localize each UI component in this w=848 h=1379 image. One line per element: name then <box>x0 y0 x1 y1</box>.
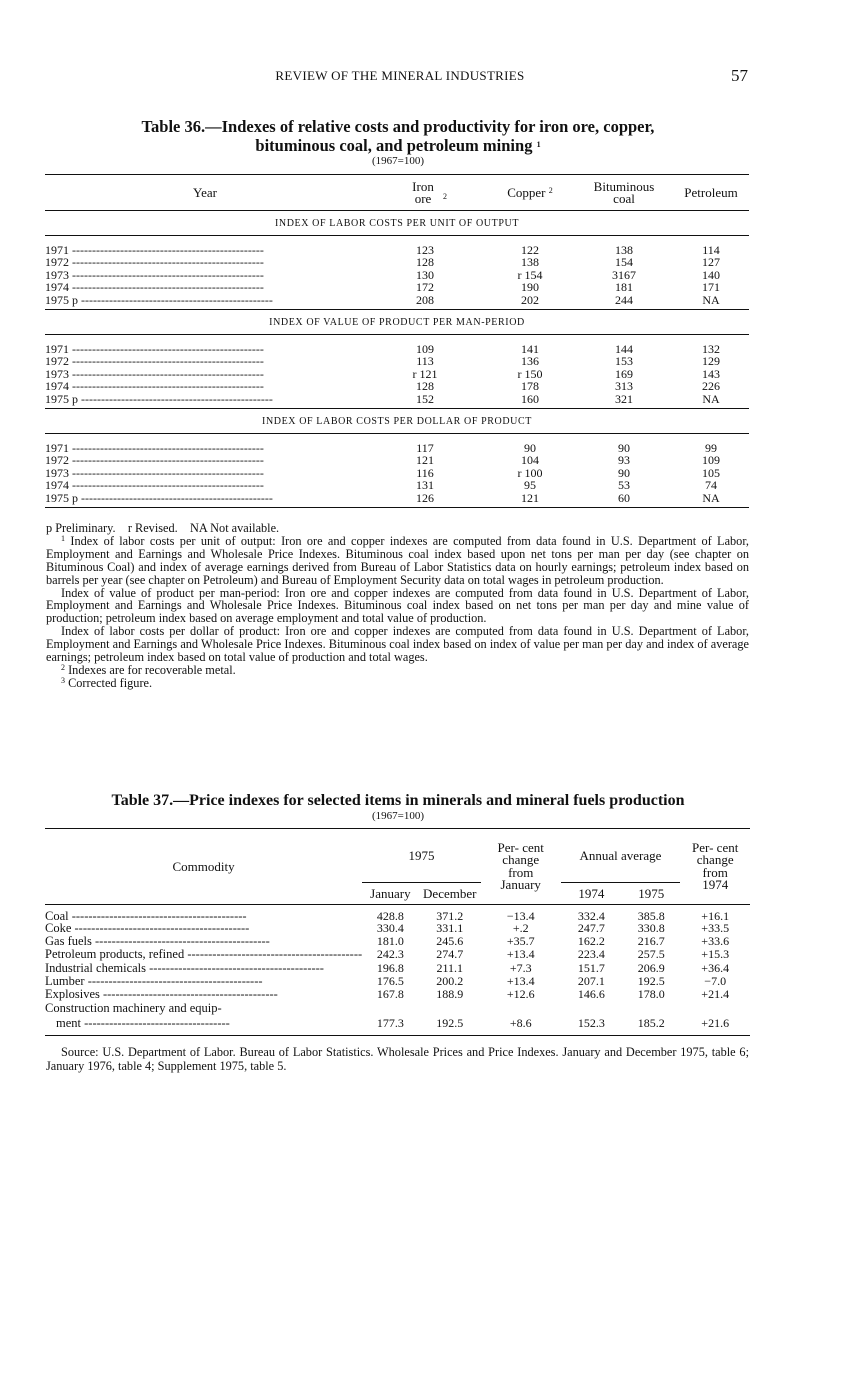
section-heading-row <box>45 409 749 434</box>
value-cell: 211.1 <box>436 960 464 975</box>
value-cell: 192.5 <box>436 1015 464 1030</box>
col-december: December <box>423 885 477 901</box>
footnote-legend: p Preliminary. r Revised. NA Not available. <box>46 521 280 535</box>
value-cell: +12.6 <box>506 987 535 1002</box>
value-cell: +36.4 <box>701 960 730 975</box>
value-cell: 188.9 <box>436 987 464 1002</box>
year-cell: 1972 ------------------------------------------------ <box>45 255 264 269</box>
year-cell: 1973 ------------------------------------------------ <box>45 268 264 281</box>
value-cell-copper: 141 <box>521 341 539 356</box>
value-cell: 242.3 <box>376 947 404 962</box>
table-row <box>45 987 750 1000</box>
value-cell: +33.5 <box>701 921 730 936</box>
table-row <box>45 268 749 281</box>
table-row <box>45 367 749 380</box>
year-cell: 1975 p ------------------------------------------------ <box>45 491 273 505</box>
value-cell-iron: 123 <box>416 242 434 257</box>
year-cell: 1972 ------------------------------------------------ <box>45 354 264 368</box>
col-1975: 1975 <box>638 885 665 901</box>
value-cell: +15.3 <box>701 947 730 962</box>
value-cell: 332.4 <box>577 908 605 923</box>
value-cell-petroleum: 74 <box>705 478 717 493</box>
running-title: REVIEW OF THE MINERAL INDUSTRIES <box>275 68 525 83</box>
col-pct-change-1974: Per- cent change from 1974 <box>692 839 739 892</box>
value-cell: 192.5 <box>637 973 665 988</box>
footnote-1: $^1$ Index of labor costs per unit of output: Iron ore and copper indexes are computed from data found in U.S. Department of Labor, Employment and Earnings and Wholesale Price Indexes. Bituminous coal index based upon net tons per man per day (see chapter on Bituminous Coal) and index of average earnings derived from Bureau of Labor Statistics data on hourly earnings; petroleum index based on barrels per year (see chapter on Petroleum) and Bureau of Employment Security data on total wages in petroleum production. <box>46 533 749 587</box>
value-cell: 151.7 <box>577 960 605 975</box>
value-cell-iron: 121 <box>416 452 434 467</box>
value-cell-copper: 178 <box>521 379 539 394</box>
year-cell: 1972 ------------------------------------------------ <box>45 453 264 467</box>
value-cell: 371.2 <box>436 908 464 923</box>
col-group-1975: 1975 <box>362 829 481 883</box>
commodity-cell: Explosives ------------------------------------------ <box>45 987 278 1001</box>
col-petroleum: Petroleum <box>684 184 738 200</box>
value-cell-petroleum: 105 <box>702 465 720 480</box>
table-row <box>45 236 749 256</box>
value-cell: +7.3 <box>509 960 532 975</box>
value-cell: 216.7 <box>637 934 665 949</box>
value-cell: 181.0 <box>376 934 404 949</box>
col-1974: 1974 <box>578 885 605 901</box>
table36-subtitle: (1967=100) <box>371 155 425 167</box>
value-cell-petroleum: 132 <box>702 341 720 356</box>
value-cell-petroleum: 114 <box>702 242 720 257</box>
table-row <box>45 380 749 393</box>
footnote-3: $^3$ Corrected figure. <box>61 675 153 690</box>
year-cell: 1971 ------------------------------------------------ <box>45 440 264 454</box>
value-cell: 274.7 <box>436 947 464 962</box>
value-cell-iron: 117 <box>416 440 434 455</box>
value-cell-copper: 95 <box>524 478 536 493</box>
value-cell-coal: 154 <box>615 254 633 269</box>
value-cell-petroleum: 129 <box>702 353 720 368</box>
value-cell-coal: 90 <box>618 440 630 455</box>
year-cell: 1971 ------------------------------------------------ <box>45 341 264 355</box>
footnote-1-para3: Index of labor costs per dollar of product: Iron ore and copper indexes are computed from data found in U.S. Department of Labor, Employment and Earnings and Wholesale Price Indexes. Bituminous coal index based on index of value per man per day and index of average earnings; petroleum index based on total value of production and total wages. <box>46 624 749 665</box>
table37-header-row1 <box>45 829 750 883</box>
value-cell-iron: 126 <box>416 490 434 505</box>
commodity-cell: Gas fuels ------------------------------------------ <box>45 934 270 948</box>
col-year: Year <box>193 184 217 200</box>
value-cell: 178.0 <box>637 987 665 1002</box>
table-row <box>45 948 750 961</box>
value-cell-coal: 144 <box>615 341 633 356</box>
table36-footnotes <box>46 522 749 690</box>
commodity-cell: Lumber ------------------------------------------ <box>45 974 263 988</box>
table36 <box>45 174 749 508</box>
value-cell-coal: 3167 <box>612 267 636 282</box>
table-row <box>45 479 749 492</box>
value-cell: 223.4 <box>577 947 605 962</box>
value-cell-coal: 90 <box>618 465 630 480</box>
value-cell-copper: 138 <box>521 254 539 269</box>
table36-title-note: 1 <box>536 140 541 149</box>
table-row <box>45 393 749 409</box>
commodity-cell: Coal ------------------------------------------ <box>45 908 247 922</box>
commodity-cell: Petroleum products, refined ------------------------------------------ <box>45 947 363 962</box>
value-cell-copper: 122 <box>521 242 539 257</box>
value-cell: −13.4 <box>506 908 535 923</box>
value-cell-coal: 244 <box>615 292 633 307</box>
table36-title-line2: bituminous coal, and petroleum mining <box>255 136 533 155</box>
value-cell: +13.4 <box>506 973 535 988</box>
table-row <box>45 454 749 467</box>
commodity-cell: ment ----------------------------------- <box>56 1015 230 1030</box>
year-cell: 1975 p ------------------------------------------------ <box>45 392 273 406</box>
value-cell-petroleum: 127 <box>702 254 720 269</box>
value-cell-iron: 172 <box>416 280 434 295</box>
value-cell-coal: 138 <box>615 242 633 257</box>
value-cell: 176.5 <box>376 973 404 988</box>
table37 <box>45 828 750 1036</box>
value-cell-coal: 60 <box>618 490 630 505</box>
value-cell-copper: r 154 <box>517 267 543 282</box>
table-row <box>45 256 749 269</box>
section-heading: INDEX OF LABOR COSTS PER DOLLAR OF PRODUCT <box>45 409 749 434</box>
year-cell: 1974 ------------------------------------------------ <box>45 379 264 393</box>
commodity-cell: Coke ------------------------------------------ <box>45 921 250 935</box>
value-cell-copper: 202 <box>521 292 539 307</box>
value-cell-coal: 169 <box>615 366 633 381</box>
value-cell-petroleum: 99 <box>705 440 717 455</box>
value-cell-iron: 116 <box>416 465 434 480</box>
section-heading: INDEX OF LABOR COSTS PER UNIT OF OUTPUT <box>45 211 749 236</box>
section-heading-row <box>45 310 749 335</box>
table-row <box>45 922 750 935</box>
value-cell: 257.5 <box>637 947 665 962</box>
table-row <box>45 492 749 508</box>
value-cell-iron: 131 <box>416 478 434 493</box>
value-cell-petroleum: 171 <box>702 280 720 295</box>
value-cell-copper: 90 <box>524 440 536 455</box>
table36-title <box>48 117 748 155</box>
value-cell: 146.6 <box>577 987 605 1002</box>
value-cell: 162.2 <box>577 934 605 949</box>
value-cell-iron: 130 <box>416 267 434 282</box>
value-cell-copper: r 100 <box>517 465 543 480</box>
year-cell: 1971 ------------------------------------------------ <box>45 242 264 256</box>
year-cell: 1973 ------------------------------------------------ <box>45 466 264 479</box>
value-cell: 245.6 <box>436 934 464 949</box>
table-row <box>45 961 750 974</box>
running-head <box>0 68 848 88</box>
page-number: 57 <box>731 66 748 85</box>
value-cell: +13.4 <box>506 947 535 962</box>
year-cell: 1974 ------------------------------------------------ <box>45 280 264 294</box>
table37-title: Table 37.—Price indexes for selected items in minerals and mineral fuels production <box>111 792 685 809</box>
table-row <box>45 281 749 294</box>
table37-subtitle: (1967=100) <box>371 810 425 822</box>
section-heading: INDEX OF VALUE OF PRODUCT PER MAN-PERIOD <box>45 310 749 335</box>
year-cell: 1974 ------------------------------------------------ <box>45 479 264 492</box>
value-cell-coal: 53 <box>618 478 630 493</box>
table37-source: Source: U.S. Department of Labor. Bureau of Labor Statistics. Wholesale Prices and Price Indexes. January and December 1975, table 6; January 1976, table 4; Supplement 1975, table 5. <box>46 1045 749 1073</box>
value-cell: 207.1 <box>577 973 605 988</box>
table36-header-row <box>45 175 749 211</box>
col-iron-ore: Iron ore $^2$ <box>412 178 447 206</box>
value-cell-petroleum: NA <box>702 490 720 505</box>
year-cell: 1975 p ------------------------------------------------ <box>45 293 273 307</box>
value-cell-iron: 208 <box>416 292 434 307</box>
col-commodity: Commodity <box>172 858 235 874</box>
table-row <box>45 294 749 310</box>
value-cell-coal: 181 <box>615 280 633 295</box>
value-cell-copper: 190 <box>521 280 539 295</box>
value-cell: 247.7 <box>577 921 605 936</box>
value-cell: 206.9 <box>637 960 665 975</box>
table-row <box>45 355 749 368</box>
value-cell: +.2 <box>512 921 529 936</box>
value-cell: 167.8 <box>376 987 404 1002</box>
value-cell-iron: r 121 <box>412 366 438 381</box>
value-cell-coal: 153 <box>615 353 633 368</box>
value-cell: +21.4 <box>701 987 730 1002</box>
value-cell: 385.8 <box>637 908 665 923</box>
value-cell: 330.8 <box>637 921 665 936</box>
table-row <box>45 434 749 454</box>
value-cell-petroleum: NA <box>702 292 720 307</box>
value-cell-iron: 109 <box>416 341 434 356</box>
value-cell-petroleum: 143 <box>702 366 720 381</box>
value-cell: 331.1 <box>436 921 464 936</box>
value-cell-copper: 136 <box>521 353 539 368</box>
value-cell: +33.6 <box>701 934 730 949</box>
value-cell-petroleum: 140 <box>702 267 720 282</box>
footnote-1-para2: Index of value of product per man-period: Iron ore and copper indexes are computed from data found in U.S. Department of Labor, Employment and Earnings and Wholesale Price Indexes. Bituminous coal index based on net tons per man per day and mine value of production; petroleum index based on average employment and total value of production. <box>46 585 749 626</box>
year-cell: 1973 ------------------------------------------------ <box>45 367 264 380</box>
value-cell-petroleum: 109 <box>702 452 720 467</box>
value-cell: 177.3 <box>376 1015 404 1030</box>
value-cell-iron: 128 <box>416 254 434 269</box>
col-january: January <box>370 885 411 901</box>
value-cell: −7.0 <box>704 973 727 988</box>
value-cell-copper: 104 <box>521 452 539 467</box>
value-cell: +8.6 <box>509 1015 532 1030</box>
col-copper: Copper $^2$ <box>507 184 553 200</box>
table-row <box>45 1001 750 1016</box>
table-row <box>45 1016 750 1036</box>
commodity-cell: Construction machinery and equip- <box>45 1000 222 1015</box>
col-bituminous-coal: Bituminous coal <box>593 178 655 206</box>
value-cell: +35.7 <box>506 934 535 949</box>
value-cell-copper: 121 <box>521 490 539 505</box>
value-cell-petroleum: NA <box>702 391 720 406</box>
col-annual-average: Annual average <box>561 829 681 883</box>
col-pct-change-january: Per- cent change from January <box>497 839 544 892</box>
value-cell: +21.6 <box>701 1015 730 1030</box>
section-heading-row <box>45 211 749 236</box>
value-cell-petroleum: 226 <box>702 379 720 394</box>
value-cell-iron: 113 <box>416 353 434 368</box>
value-cell-coal: 313 <box>615 379 633 394</box>
value-cell-copper: r 150 <box>517 366 543 381</box>
value-cell: 152.3 <box>577 1015 605 1030</box>
table-row <box>45 974 750 987</box>
table36-title-line1: Table 36.—Indexes of relative costs and productivity for iron ore, copper, <box>141 117 655 136</box>
value-cell: 428.8 <box>376 908 404 923</box>
table-row <box>45 905 750 922</box>
commodity-cell: Industrial chemicals ------------------------------------------ <box>45 961 324 975</box>
value-cell: 196.8 <box>376 960 404 975</box>
value-cell: +16.1 <box>701 908 730 923</box>
value-cell: 185.2 <box>637 1015 665 1030</box>
value-cell-copper: 160 <box>521 391 539 406</box>
value-cell-coal: 93 <box>618 452 630 467</box>
value-cell-iron: 152 <box>416 391 434 406</box>
value-cell-coal: 321 <box>615 391 633 406</box>
value-cell: 330.4 <box>376 921 404 936</box>
footnote-2: $^2$ Indexes are for recoverable metal. <box>61 662 236 677</box>
value-cell-iron: 128 <box>416 379 434 394</box>
table-row <box>45 935 750 948</box>
table-row <box>45 335 749 355</box>
table-row <box>45 466 749 479</box>
value-cell: 200.2 <box>436 973 464 988</box>
